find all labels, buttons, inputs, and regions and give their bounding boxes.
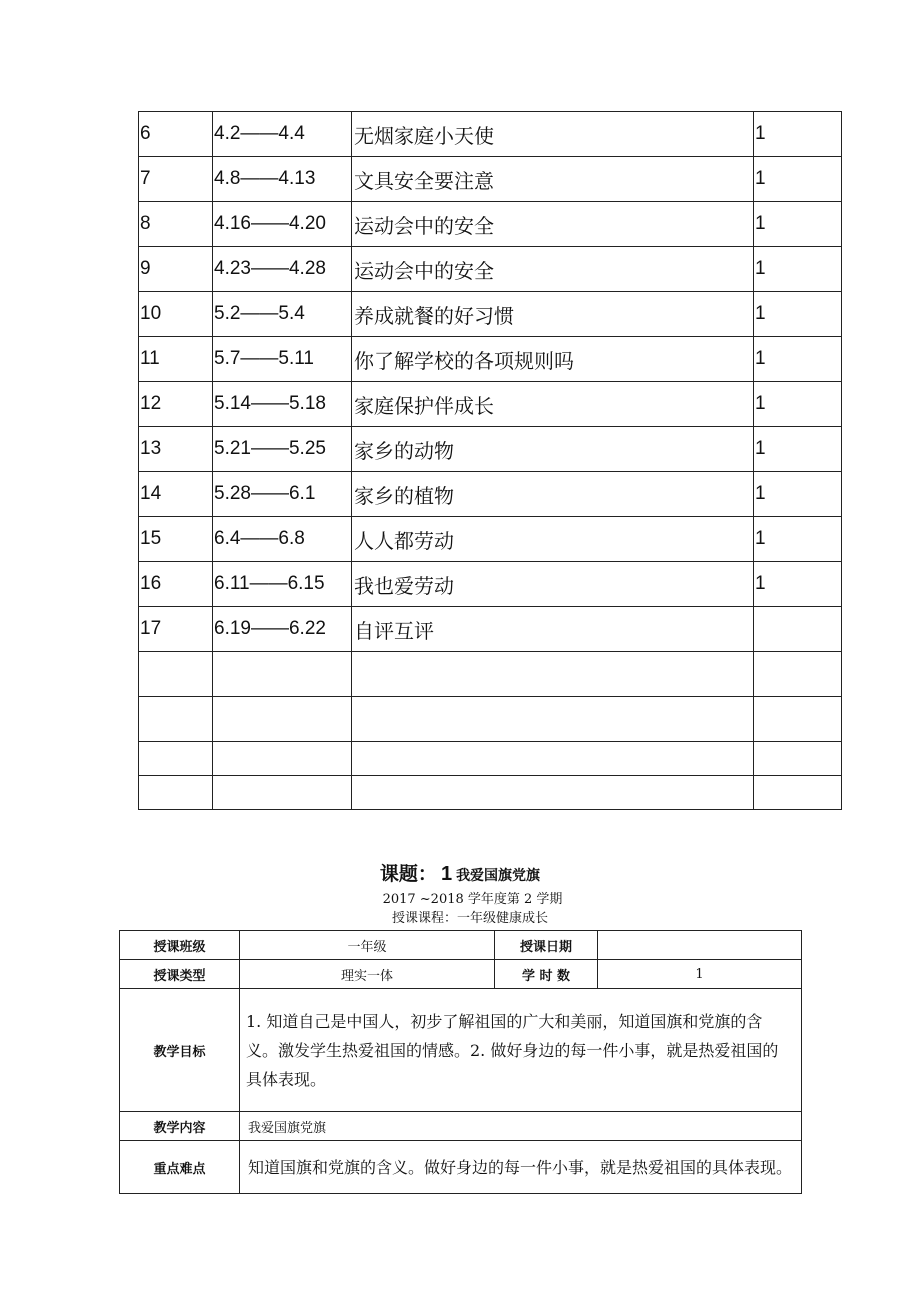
schedule-row <box>139 157 842 202</box>
term-line: 2017 ~2018 学年度第 2 学期 <box>382 892 563 907</box>
empty-cell <box>352 742 754 776</box>
course-line: 授课课程：一年级健康成长 <box>391 911 548 926</box>
hours-cell: 1 <box>754 427 842 472</box>
empty-cell <box>352 652 754 697</box>
schedule-table <box>138 111 842 810</box>
date-cell: 4.2——4.4 <box>213 112 352 157</box>
hours-cell <box>754 607 842 652</box>
goal-text: 1. 知道自己是中国人，初步了解祖国的广大和美丽，知道国旗和党旗的含义。激发学生热爱祖国的情感。2. 做好身边的每一件小事，就是热爱祖国的具体表现。 <box>240 989 802 1112</box>
week-cell: 17 <box>139 607 213 652</box>
key-label: 重点难点 <box>120 1141 240 1194</box>
schedule-row <box>139 607 842 652</box>
class-label: 授课班级 <box>120 931 240 960</box>
week-cell: 16 <box>139 562 213 607</box>
date-cell: 4.16——4.20 <box>213 202 352 247</box>
empty-cell <box>754 742 842 776</box>
hours-cell: 1 <box>754 562 842 607</box>
schedule-row <box>139 112 842 157</box>
empty-row <box>139 652 842 697</box>
date-cell: 6.4——6.8 <box>213 517 352 562</box>
empty-cell <box>213 776 352 810</box>
date-cell: 4.8——4.13 <box>213 157 352 202</box>
topic-cell: 人人都劳动 <box>352 517 754 562</box>
topic-cell: 养成就餐的好习惯 <box>352 292 754 337</box>
schedule-row <box>139 247 842 292</box>
empty-cell <box>213 697 352 742</box>
week-cell: 12 <box>139 382 213 427</box>
hours-cell: 1 <box>754 292 842 337</box>
topic-cell: 无烟家庭小天使 <box>352 112 754 157</box>
date-cell: 5.21——5.25 <box>213 427 352 472</box>
empty-cell <box>352 776 754 810</box>
content-label: 教学内容 <box>120 1112 240 1141</box>
type-value: 理实一体 <box>240 960 495 989</box>
week-cell: 10 <box>139 292 213 337</box>
hours-cell: 1 <box>754 247 842 292</box>
key-text: 知道国旗和党旗的含义。做好身边的每一件小事，就是热爱祖国的具体表现。 <box>240 1141 802 1194</box>
lesson-title-name: 我爱国旗党旗 <box>456 868 541 884</box>
schedule-row <box>139 292 842 337</box>
hours-cell: 1 <box>754 157 842 202</box>
empty-row <box>139 697 842 742</box>
info-row-goal <box>120 989 802 1112</box>
schedule-row <box>139 382 842 427</box>
hours-cell: 1 <box>754 517 842 562</box>
week-cell: 8 <box>139 202 213 247</box>
schedule-row <box>139 562 842 607</box>
info-row-content <box>120 1112 802 1141</box>
topic-cell: 运动会中的安全 <box>352 202 754 247</box>
date-value <box>598 931 802 960</box>
schedule-row <box>139 517 842 562</box>
hours-label: 学 时 数 <box>495 960 598 989</box>
empty-cell <box>352 697 754 742</box>
type-label: 授课类型 <box>120 960 240 989</box>
empty-cell <box>139 776 213 810</box>
info-row-class <box>120 931 802 960</box>
lesson-title-prefix: 课题： <box>379 863 437 885</box>
lesson-title-number: 1 <box>440 863 453 885</box>
empty-row <box>139 742 842 776</box>
hours-value: 1 <box>598 960 802 989</box>
date-cell: 5.28——6.1 <box>213 472 352 517</box>
topic-cell: 我也爱劳动 <box>352 562 754 607</box>
date-label: 授课日期 <box>495 931 598 960</box>
topic-cell: 家庭保护伴成长 <box>352 382 754 427</box>
topic-cell: 家乡的动物 <box>352 427 754 472</box>
week-cell: 15 <box>139 517 213 562</box>
week-cell: 13 <box>139 427 213 472</box>
goal-label: 教学目标 <box>120 989 240 1112</box>
info-row-key <box>120 1141 802 1194</box>
info-row-type <box>120 960 802 989</box>
week-cell: 6 <box>139 112 213 157</box>
schedule-body <box>139 112 842 810</box>
empty-cell <box>754 776 842 810</box>
empty-cell <box>754 697 842 742</box>
schedule-row <box>139 202 842 247</box>
schedule-row <box>139 472 842 517</box>
empty-cell <box>139 742 213 776</box>
hours-cell: 1 <box>754 112 842 157</box>
topic-cell: 自评互评 <box>352 607 754 652</box>
empty-cell <box>213 742 352 776</box>
empty-cell <box>754 652 842 697</box>
empty-cell <box>139 697 213 742</box>
date-cell: 6.11——6.15 <box>213 562 352 607</box>
schedule-row <box>139 337 842 382</box>
hours-cell: 1 <box>754 202 842 247</box>
date-cell: 5.14——5.18 <box>213 382 352 427</box>
empty-cell <box>139 652 213 697</box>
week-cell: 11 <box>139 337 213 382</box>
topic-cell: 运动会中的安全 <box>352 247 754 292</box>
week-cell: 14 <box>139 472 213 517</box>
schedule-row <box>139 427 842 472</box>
content-text: 我爱国旗党旗 <box>240 1112 802 1141</box>
lesson-info-table <box>119 930 802 1194</box>
date-cell: 6.19——6.22 <box>213 607 352 652</box>
class-value: 一年级 <box>240 931 495 960</box>
lesson-title <box>0 859 920 886</box>
hours-cell: 1 <box>754 382 842 427</box>
date-cell: 4.23——4.28 <box>213 247 352 292</box>
date-cell: 5.7——5.11 <box>213 337 352 382</box>
empty-row <box>139 776 842 810</box>
week-cell: 9 <box>139 247 213 292</box>
empty-cell <box>213 652 352 697</box>
date-cell: 5.2——5.4 <box>213 292 352 337</box>
hours-cell: 1 <box>754 337 842 382</box>
topic-cell: 你了解学校的各项规则吗 <box>352 337 754 382</box>
topic-cell: 文具安全要注意 <box>352 157 754 202</box>
hours-cell: 1 <box>754 472 842 517</box>
topic-cell: 家乡的植物 <box>352 472 754 517</box>
week-cell: 7 <box>139 157 213 202</box>
